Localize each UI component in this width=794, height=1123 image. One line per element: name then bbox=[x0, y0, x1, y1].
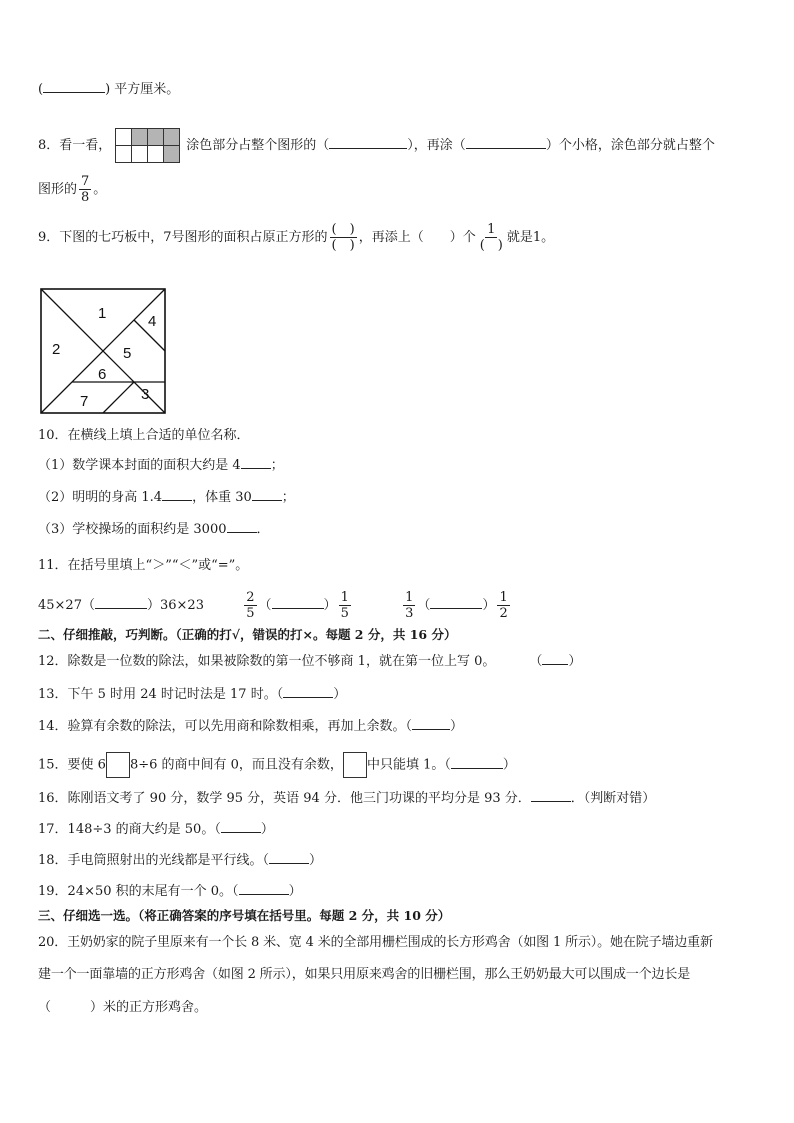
answer-blank[interactable] bbox=[272, 596, 324, 609]
question-18: 18．手电筒照射出的光线都是平行线。（ ） bbox=[38, 853, 323, 868]
question-15: 15．要使 6 8÷6 的商中间有 0，而且没有余数， 中只能填 1。（ ） bbox=[38, 752, 516, 778]
digit-box[interactable] bbox=[106, 752, 130, 778]
tangram-label-2: 2 bbox=[52, 341, 61, 358]
tangram-figure bbox=[40, 288, 166, 414]
answer-blank[interactable] bbox=[221, 820, 261, 833]
digit-box[interactable] bbox=[343, 752, 367, 778]
question-9: 9．下图的七巧板中，7号图形的面积占原正方形的 $\frac{( )}{( )}$ ，再添上（ ）个 $\frac{1}{( )}$ 就是1。 bbox=[38, 222, 555, 253]
answer-blank[interactable] bbox=[241, 456, 271, 469]
answer-line-area: ( ) 平方厘米。 bbox=[38, 82, 180, 97]
tangram-label-4: 4 bbox=[148, 313, 157, 330]
grid-cell bbox=[163, 145, 180, 163]
question-11-expressions: 45×27（ ）36×23 $\frac{2}{5}$ （ ） $\frac{1}{5}$ $\frac{1}{3}$ （ ） $\frac{1}{2}$ bbox=[38, 590, 508, 621]
fraction: $\frac{7}{8}$ bbox=[81, 174, 90, 205]
tangram-label-1: 1 bbox=[98, 305, 107, 322]
tangram-label-6: 6 bbox=[98, 366, 107, 383]
question-11-title: 11．在括号里填上“＞”“＜”或“=”。 bbox=[38, 558, 249, 573]
answer-blank[interactable] bbox=[542, 652, 568, 665]
answer-blank[interactable] bbox=[252, 488, 282, 501]
question-17: 17．148÷3 的商大约是 50。（ ） bbox=[38, 822, 274, 837]
question-20-line3: （ ）米的正方形鸡舍。 bbox=[38, 1000, 208, 1015]
grid-cell bbox=[163, 128, 180, 146]
question-20-line1: 20．王奶奶家的院子里原来有一个长 8 米、宽 4 米的全部用栅栏围成的长方形鸡舍（如图 1 所示）。她在院子墙边重新 bbox=[38, 935, 713, 950]
question-10-2: （2）明明的身高 1.4 ，体重 30 ； bbox=[38, 490, 295, 505]
question-16: 16．陈刚语文考了 90 分，数学 95 分，英语 94 分．他三门功课的平均分是 93 分． ．（判断对错） bbox=[38, 791, 656, 806]
grid-cell bbox=[131, 145, 148, 163]
answer-blank[interactable] bbox=[466, 136, 546, 149]
fraction: $\frac{1}{3}$ bbox=[405, 590, 414, 621]
fraction: $\frac{2}{5}$ bbox=[246, 590, 255, 621]
question-10-title: 10．在横线上填上合适的单位名称． bbox=[38, 428, 250, 443]
answer-blank[interactable] bbox=[43, 80, 105, 93]
answer-blank[interactable] bbox=[451, 756, 503, 769]
answer-blank[interactable] bbox=[412, 717, 450, 730]
question-10-3: （3）学校操场的面积约是 3000 ． bbox=[38, 522, 270, 537]
section-2-heading: 二、仔细推敲，巧判断。（正确的打√，错误的打×。每题 2 分，共 16 分） bbox=[38, 627, 457, 642]
tangram-label-3: 3 bbox=[141, 386, 150, 403]
grid-cell bbox=[147, 145, 164, 163]
tangram-label-7: 7 bbox=[80, 393, 89, 410]
answer-blank[interactable] bbox=[227, 520, 257, 533]
fraction-blank[interactable]: $\frac{1}{( )}$ bbox=[479, 222, 503, 253]
answer-blank[interactable] bbox=[430, 596, 482, 609]
grid-cell bbox=[147, 128, 164, 146]
grid-cell bbox=[131, 128, 148, 146]
question-14: 14．验算有余数的除法，可以先用商和除数相乘，再加上余数。（ ） bbox=[38, 719, 464, 734]
fraction: $\frac{1}{5}$ bbox=[340, 590, 349, 621]
question-13: 13．下午 5 时用 24 时记时法是 17 时。（ ） bbox=[38, 687, 347, 702]
answer-blank[interactable] bbox=[531, 789, 571, 802]
grid-cell bbox=[115, 128, 132, 146]
question-8-line2: 图形的 $\frac{7}{8}$ 。 bbox=[38, 174, 107, 205]
tangram-label-5: 5 bbox=[123, 345, 132, 362]
grid-cell bbox=[115, 145, 132, 163]
fraction: $\frac{1}{2}$ bbox=[499, 590, 508, 621]
answer-blank[interactable] bbox=[95, 596, 147, 609]
fraction-blank[interactable]: $\frac{( )}{( )}$ bbox=[331, 222, 355, 253]
answer-blank[interactable] bbox=[283, 685, 333, 698]
question-8: 8．看一看， 涂色部分占整个图形的（ ），再涂（ ）个小格，涂色部分就占整个 bbox=[38, 128, 715, 163]
question-20-line2: 建一个一面靠墙的正方形鸡舍（如图 2 所示），如果只用原来鸡舍的旧栅栏围，那么王奶奶最大可以围成一个边长是 bbox=[38, 967, 691, 982]
answer-blank[interactable] bbox=[329, 136, 407, 149]
question-10-1: （1）数学课本封面的面积大约是 4 ； bbox=[38, 458, 284, 473]
answer-blank[interactable] bbox=[162, 488, 192, 501]
section-3-heading: 三、仔细选一选。（将正确答案的序号填在括号里。每题 2 分，共 10 分） bbox=[38, 908, 451, 923]
shaded-grid-figure bbox=[115, 128, 182, 163]
question-12: 12．除数是一位数的除法，如果被除数的第一位不够商 1，就在第一位上写 0。 （ ） bbox=[38, 654, 582, 669]
question-19: 19．24×50 积的末尾有一个 0。（ ） bbox=[38, 884, 302, 899]
answer-blank[interactable] bbox=[269, 851, 309, 864]
answer-blank[interactable] bbox=[239, 882, 289, 895]
